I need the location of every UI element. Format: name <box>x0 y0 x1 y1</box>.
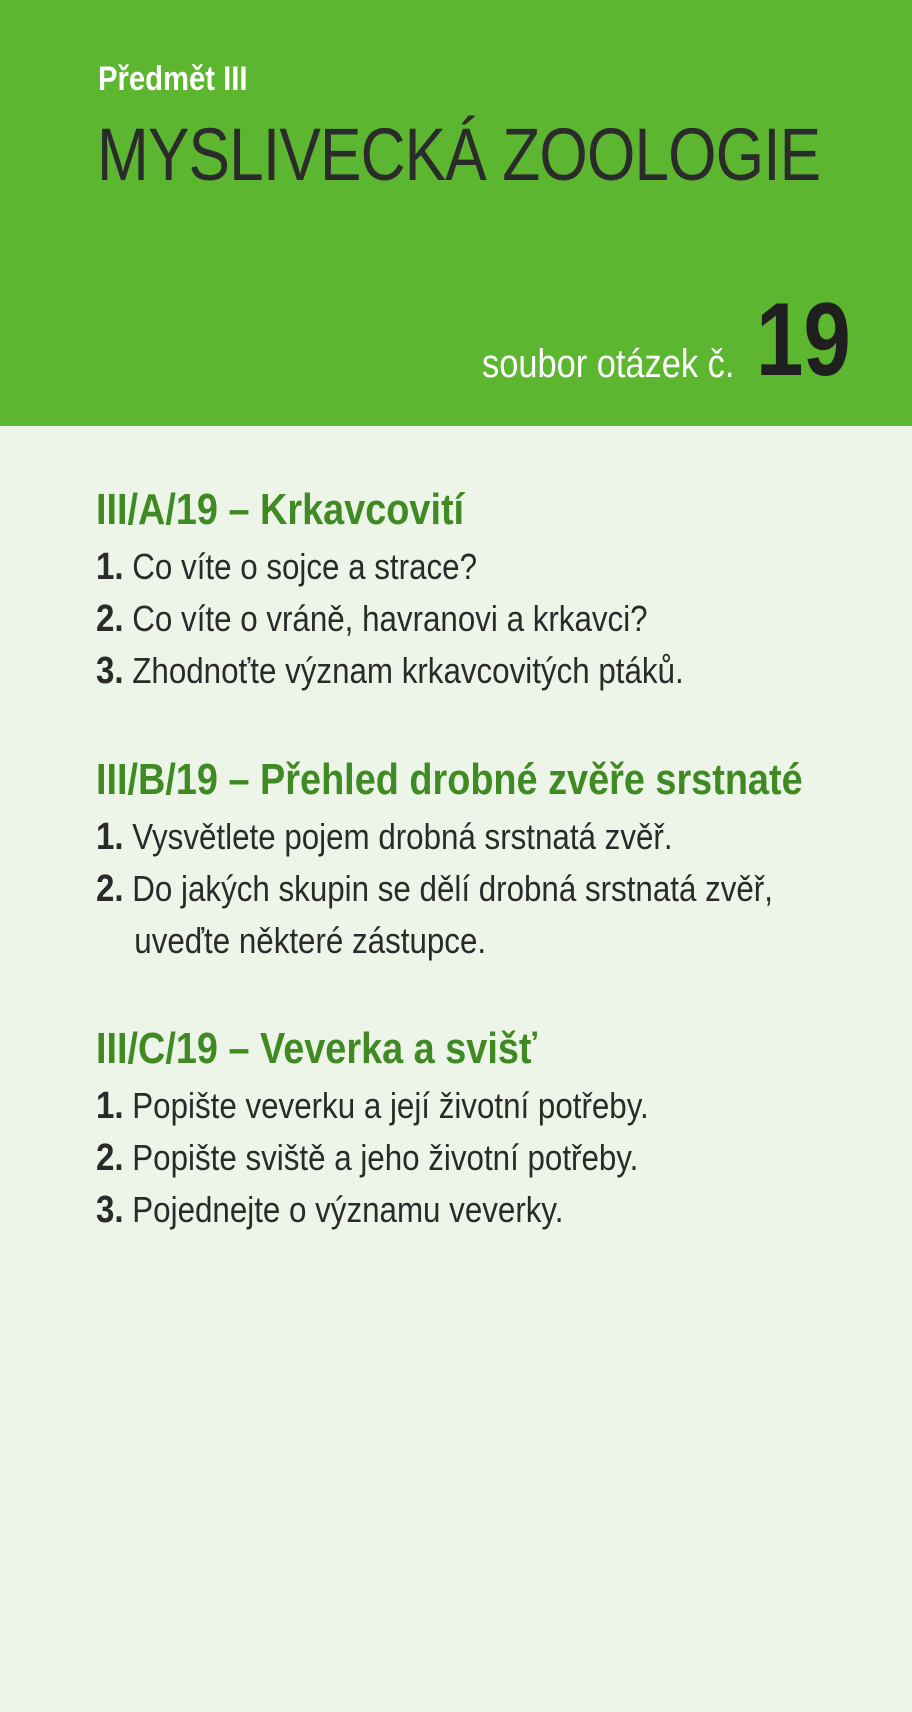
question-text: Co víte o vráně, havranovi a krkavci? <box>132 598 648 639</box>
question-item <box>96 1080 879 1132</box>
question-number: 2. <box>96 598 124 640</box>
question-item <box>96 541 879 593</box>
question-text: Popište veverku a její životní potřeby. <box>132 1085 649 1126</box>
subject-label: Předmět III <box>98 60 248 98</box>
question-item <box>96 1184 879 1236</box>
section-heading: III/C/19 – Veverka a svišť <box>96 1024 538 1073</box>
set-number: 19 <box>756 282 851 398</box>
header-band <box>0 0 912 426</box>
question-item <box>96 1132 879 1184</box>
question-item <box>96 811 879 863</box>
section-c <box>96 1025 896 1236</box>
question-number: 3. <box>96 650 124 692</box>
question-number: 2. <box>96 1137 124 1179</box>
question-number: 2. <box>96 868 124 910</box>
section-a <box>96 486 896 697</box>
section-heading: III/B/19 – Přehled drobné zvěře srstnaté <box>96 755 803 804</box>
question-text: Vysvětlete pojem drobná srstnatá zvěř. <box>132 816 673 857</box>
question-text: Pojednejte o významu veverky. <box>132 1189 564 1230</box>
question-item <box>96 863 879 966</box>
question-number: 3. <box>96 1189 124 1231</box>
question-item <box>96 645 879 697</box>
question-text: Zhodnoťte význam krkavcovitých ptáků. <box>132 650 684 691</box>
section-b <box>96 756 896 966</box>
question-item <box>96 593 879 645</box>
section-heading: III/A/19 – Krkavcovití <box>96 485 465 534</box>
question-text: Do jakých skupin se dělí drobná srstnatá zvěř, <box>132 868 773 909</box>
page-title: MYSLIVECKÁ ZOOLOGIE <box>97 113 821 196</box>
question-number: 1. <box>96 546 124 588</box>
question-number: 1. <box>96 1085 124 1127</box>
set-label: soubor otázek č. <box>482 342 735 386</box>
question-number: 1. <box>96 816 124 858</box>
question-text: Popište sviště a jeho životní potřeby. <box>132 1137 639 1178</box>
question-text-continued: uveďte některé zástupce. <box>134 920 487 961</box>
question-text: Co víte o sojce a strace? <box>132 546 477 587</box>
